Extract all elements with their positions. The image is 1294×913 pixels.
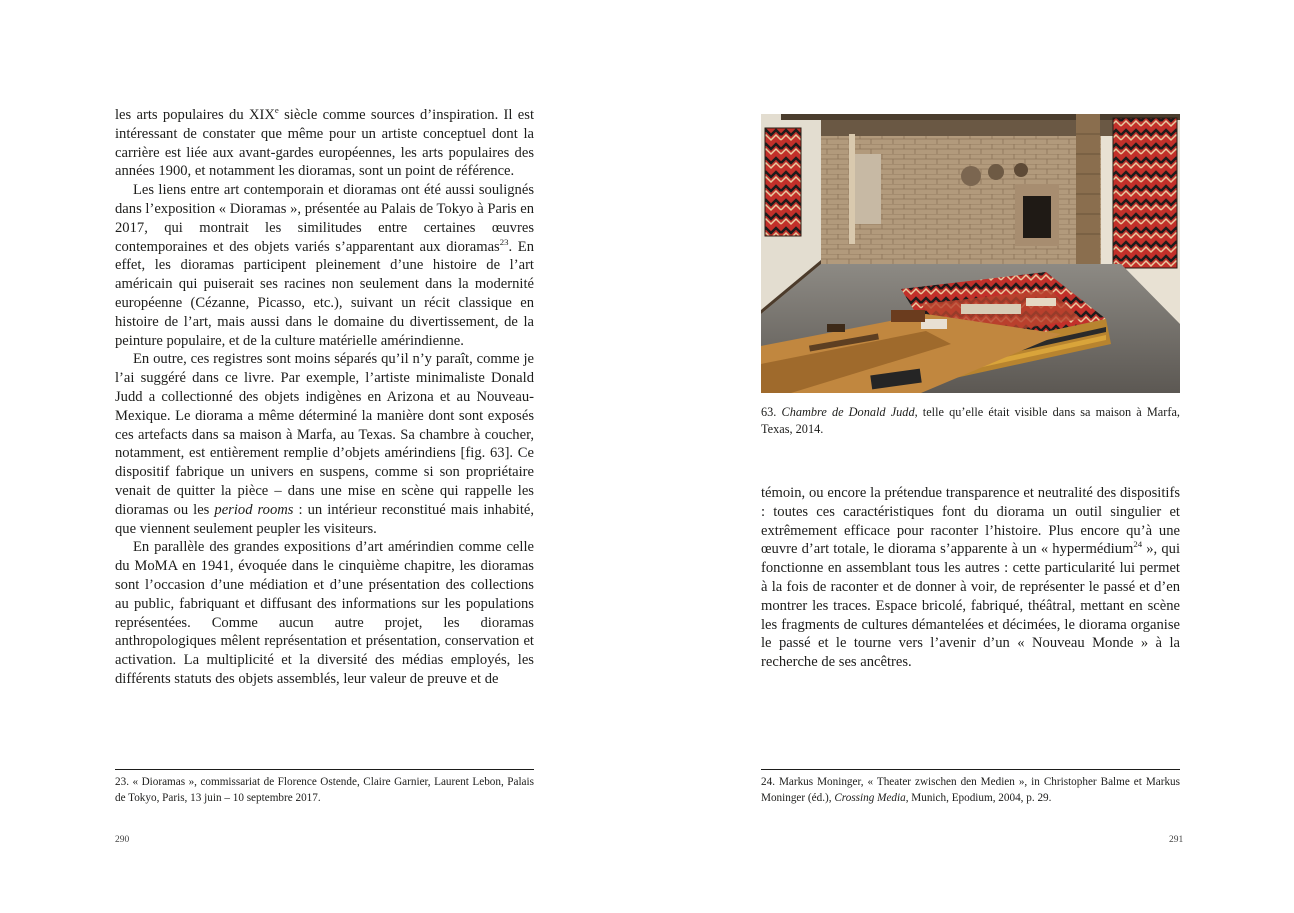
figure-63-photo bbox=[761, 114, 1180, 393]
text-run: témoin, ou encore la prétendue transparence et neutralité des dispositifs : toutes ces caractéristiques font du diorama un outil singulier et extrêmement efficace pour raconter l’histoire. Plus encore qu’à une œuvre d’art totale, le diorama s’apparente à un « hypermédium bbox=[761, 485, 1180, 558]
text-run: 24. Markus Moninger, « Theater zwischen den Medien », in Christopher Balme et Markus Moninger (éd.), bbox=[761, 776, 1180, 804]
page-number-left: 290 bbox=[115, 835, 130, 845]
footnote-rule-left bbox=[115, 769, 534, 770]
footnote-rule-right bbox=[761, 769, 1180, 770]
text-run: les arts populaires du XIX bbox=[115, 107, 275, 123]
footnote-ref: 23 bbox=[499, 236, 509, 247]
text-run: », qui fonctionne en assemblant tous les autres : cette particularité lui permet à la fois de raconter et de donner à voir, de représenter le passé et d’en montrer les traces. Espace bricolé, fabriqué, théâtral, mettant en scène les fragments de cultures démantelées et décimées, le diorama organise le passé et le tourne vers l’avenir d’un « Nouveau Monde » à la recherche de ses ancêtres. bbox=[761, 541, 1180, 671]
left-body-text bbox=[115, 106, 534, 689]
paragraph-p3 bbox=[115, 350, 534, 538]
footnote-24 bbox=[761, 774, 1180, 806]
text-run: : un intérieur reconstitué mais inhabité, que viennent seulement peupler les visiteurs. bbox=[115, 501, 535, 537]
footnote-23 bbox=[115, 774, 534, 806]
paragraph-p4 bbox=[115, 538, 534, 688]
footnote-ref: e bbox=[274, 105, 279, 116]
bedroom-photo-illustration bbox=[761, 114, 1180, 393]
figure-63-caption bbox=[761, 404, 1180, 438]
text-run: En outre, ces registres sont moins séparés qu’il n’y paraît, comme je l’ai suggéré dans ce livre. Par exemple, l’artiste minimaliste Donald Judd a collectionné des objets indigènes en Arizona et au Nouveau-Mexique. Le diorama a même déterminé la manière dont sont exposés ces artefacts dans sa maison à Marfa, au Texas. Sa chambre à coucher, notamment, est entièrement remplie d’objets amérindiens [fig. 63]. Ce dispositif fabrique un univers en suspens, comme si son propriétaire venait de quitter la pièce – dans une mise en scène qui rappelle les dioramas ou les bbox=[115, 351, 534, 518]
text-run: , Munich, Epodium, 2004, p. 29. bbox=[905, 792, 1052, 804]
text-run: siècle comme sources d’inspiration. Il est intéressant de constater que même pour un artiste conceptuel dont la carrière est liée aux avant-gardes européennes, les arts populaires des années 1900, et notamment les dioramas, sont un point de référence. bbox=[115, 107, 534, 180]
italic-text: period rooms bbox=[214, 501, 294, 518]
right-page bbox=[647, 0, 1294, 913]
paragraph-p2 bbox=[115, 181, 534, 350]
text-run: En parallèle des grandes expositions d’art amérindien comme celle du MoMA en 1941, évoquée dans le cinquième chapitre, les dioramas sont l’occasion d’une médiation et d’une présentation des collections au public, fabriquant et diffusant des informations sur les populations représentées. Comme aucun autre projet, les dioramas anthropologiques mêlent représentation et présentation, conservation et activation. La multiplicité et la diversité des médias employés, les différents statuts des objets assemblés, leur valeur de preuve et de bbox=[115, 539, 534, 687]
right-body-text bbox=[761, 484, 1180, 672]
italic-text: Crossing Media bbox=[834, 792, 906, 804]
paragraph-p1 bbox=[115, 106, 534, 181]
text-run: . En effet, les dioramas participent pleinement d’une histoire de l’art américain qui puiserait ses racines non seulement dans la modernité européenne (Cézanne, Picasso, etc.), suivant un récit classique en histoire de l’art, mais aussi dans le domaine du divertissement, de la peinture populaire, et de la culture matérielle amérindienne. bbox=[115, 238, 535, 349]
text-run: , telle qu’elle était visible dans sa maison à Marfa, Texas, 2014. bbox=[761, 405, 1180, 436]
text-run: 23. « Dioramas », commissariat de Florence Ostende, Claire Garnier, Laurent Lebon, Palais de Tokyo, Paris, 13 juin – 10 septembre 2017. bbox=[115, 776, 534, 804]
footnote-ref: 24 bbox=[1133, 539, 1143, 550]
italic-text: Chambre de Donald Judd bbox=[781, 405, 915, 419]
page-number-right: 291 bbox=[1169, 835, 1184, 845]
text-run: 63. bbox=[761, 405, 782, 419]
text-run: Les liens entre art contemporain et dioramas ont été aussi soulignés dans l’exposition « Dioramas », présentée au Palais de Tokyo à Paris en 2017, qui montrait les similitudes entre certaines œuvres contemporaines et des objets variés s’apparentant aux dioramas bbox=[115, 182, 534, 255]
paragraph-p5 bbox=[761, 484, 1180, 672]
